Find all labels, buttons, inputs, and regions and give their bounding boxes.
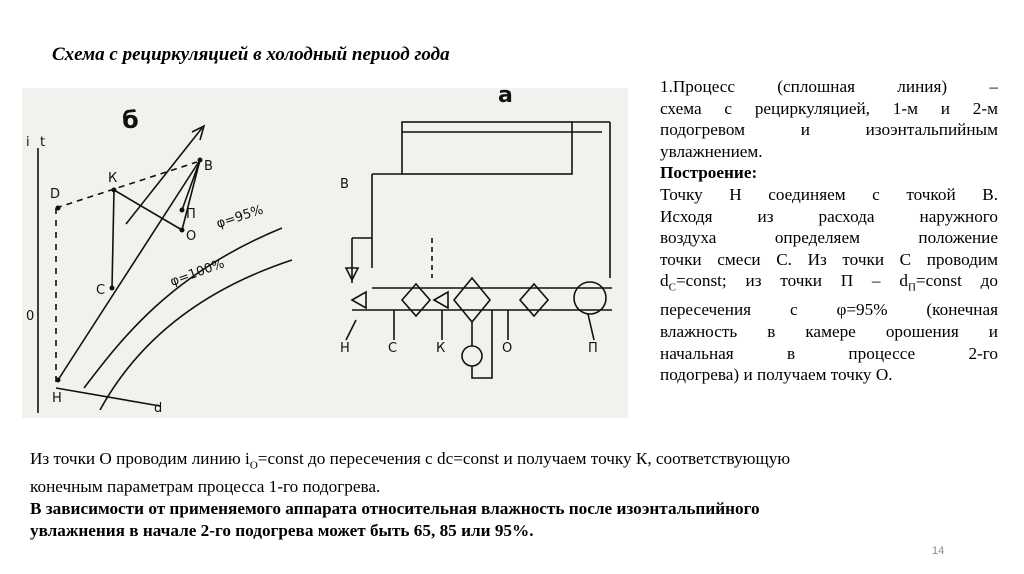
line-c-k — [112, 190, 114, 288]
text-line-formula: Из точки О проводим линию $i_О=const$ до пересечения с dc=const и получаем точку К, соответствующую — [30, 449, 791, 472]
point-h — [56, 378, 61, 383]
phi-95-curve — [84, 228, 282, 388]
point-d — [56, 206, 61, 211]
unit-label-p: П — [588, 341, 598, 356]
text-line: 1.Процесс (сплошная линия) – — [660, 77, 998, 96]
scanned-figure — [22, 88, 628, 418]
label-d-point: D — [50, 187, 61, 202]
text-line: схема с рециркуляцией, 1-м и 2-м — [660, 98, 998, 118]
label-zero: 0 — [26, 309, 35, 324]
label-k: К — [108, 171, 118, 186]
bold-text-line: увлажнения в начале 2-го подогрева может быть 65, 85 или 95%. — [30, 521, 534, 541]
point-b — [198, 158, 203, 163]
spray-chamber — [454, 278, 490, 322]
recirc-duct — [402, 122, 572, 174]
label-h: Н — [52, 391, 62, 406]
unit-label-b: В — [340, 177, 349, 192]
label-a: а — [498, 88, 513, 108]
bottom-paragraph — [30, 448, 1000, 542]
dashed-d-b — [56, 162, 197, 208]
page-number: 14 — [932, 545, 945, 557]
text-line: пересечения с φ=95% (конечная — [660, 300, 998, 320]
diagram-svg — [22, 88, 628, 418]
unit-label-c: С — [388, 341, 398, 356]
label-p: П — [186, 207, 196, 222]
label-b-point: В — [204, 159, 213, 174]
text-line: точки смеси С. Из точки С проводим — [660, 249, 998, 269]
text-line: Исходя из расхода наружного — [660, 206, 998, 226]
point-p — [180, 208, 185, 213]
process-line-h-b — [58, 160, 200, 380]
unit-label-k: К — [436, 341, 446, 356]
label-i: i — [26, 135, 30, 150]
construction-heading: Построение: — [660, 163, 758, 183]
label-o: О — [186, 229, 197, 244]
valve-h — [352, 292, 366, 308]
label-phi100: φ=100% — [168, 256, 227, 290]
point-c — [110, 286, 115, 291]
text-line-formula: $d_С=const$; из точки $П - d_П=const$ до — [660, 271, 999, 294]
phi-100-curve — [100, 260, 292, 410]
label-b: б — [122, 106, 139, 134]
text-line: подогревом и изоэнтальпийным — [660, 120, 998, 140]
pump — [462, 346, 482, 366]
construction-description — [660, 76, 998, 386]
unit-label-h: Н — [340, 341, 350, 356]
text-line: влажность в камере орошения и — [660, 321, 998, 341]
point-o — [180, 228, 185, 233]
label-phi95: φ=95% — [214, 202, 266, 232]
label-t: t — [40, 135, 46, 150]
text-line: воздуха определяем положение — [660, 228, 998, 248]
text-line: начальная в процессе 2-го — [660, 343, 998, 363]
point-k — [112, 188, 117, 193]
text-line: конечным параметрам процесса 1-го подогрева. — [30, 477, 381, 497]
valve-k — [434, 292, 448, 308]
label-d-axis: d — [154, 401, 163, 416]
text-line: увлажнением. — [660, 141, 763, 161]
slide-title: Схема с рециркуляцией в холодный период года — [52, 44, 450, 65]
bold-text-line: В зависимости от применяемого аппарата относительная влажность после изоэнтальпийного — [30, 499, 760, 519]
text-line: Точку Н соединяем с точкой В. — [660, 184, 998, 204]
text-line: подогрева) и получаем точку О. — [660, 365, 893, 385]
unit-label-o: О — [502, 341, 513, 356]
label-c: С — [96, 283, 106, 298]
